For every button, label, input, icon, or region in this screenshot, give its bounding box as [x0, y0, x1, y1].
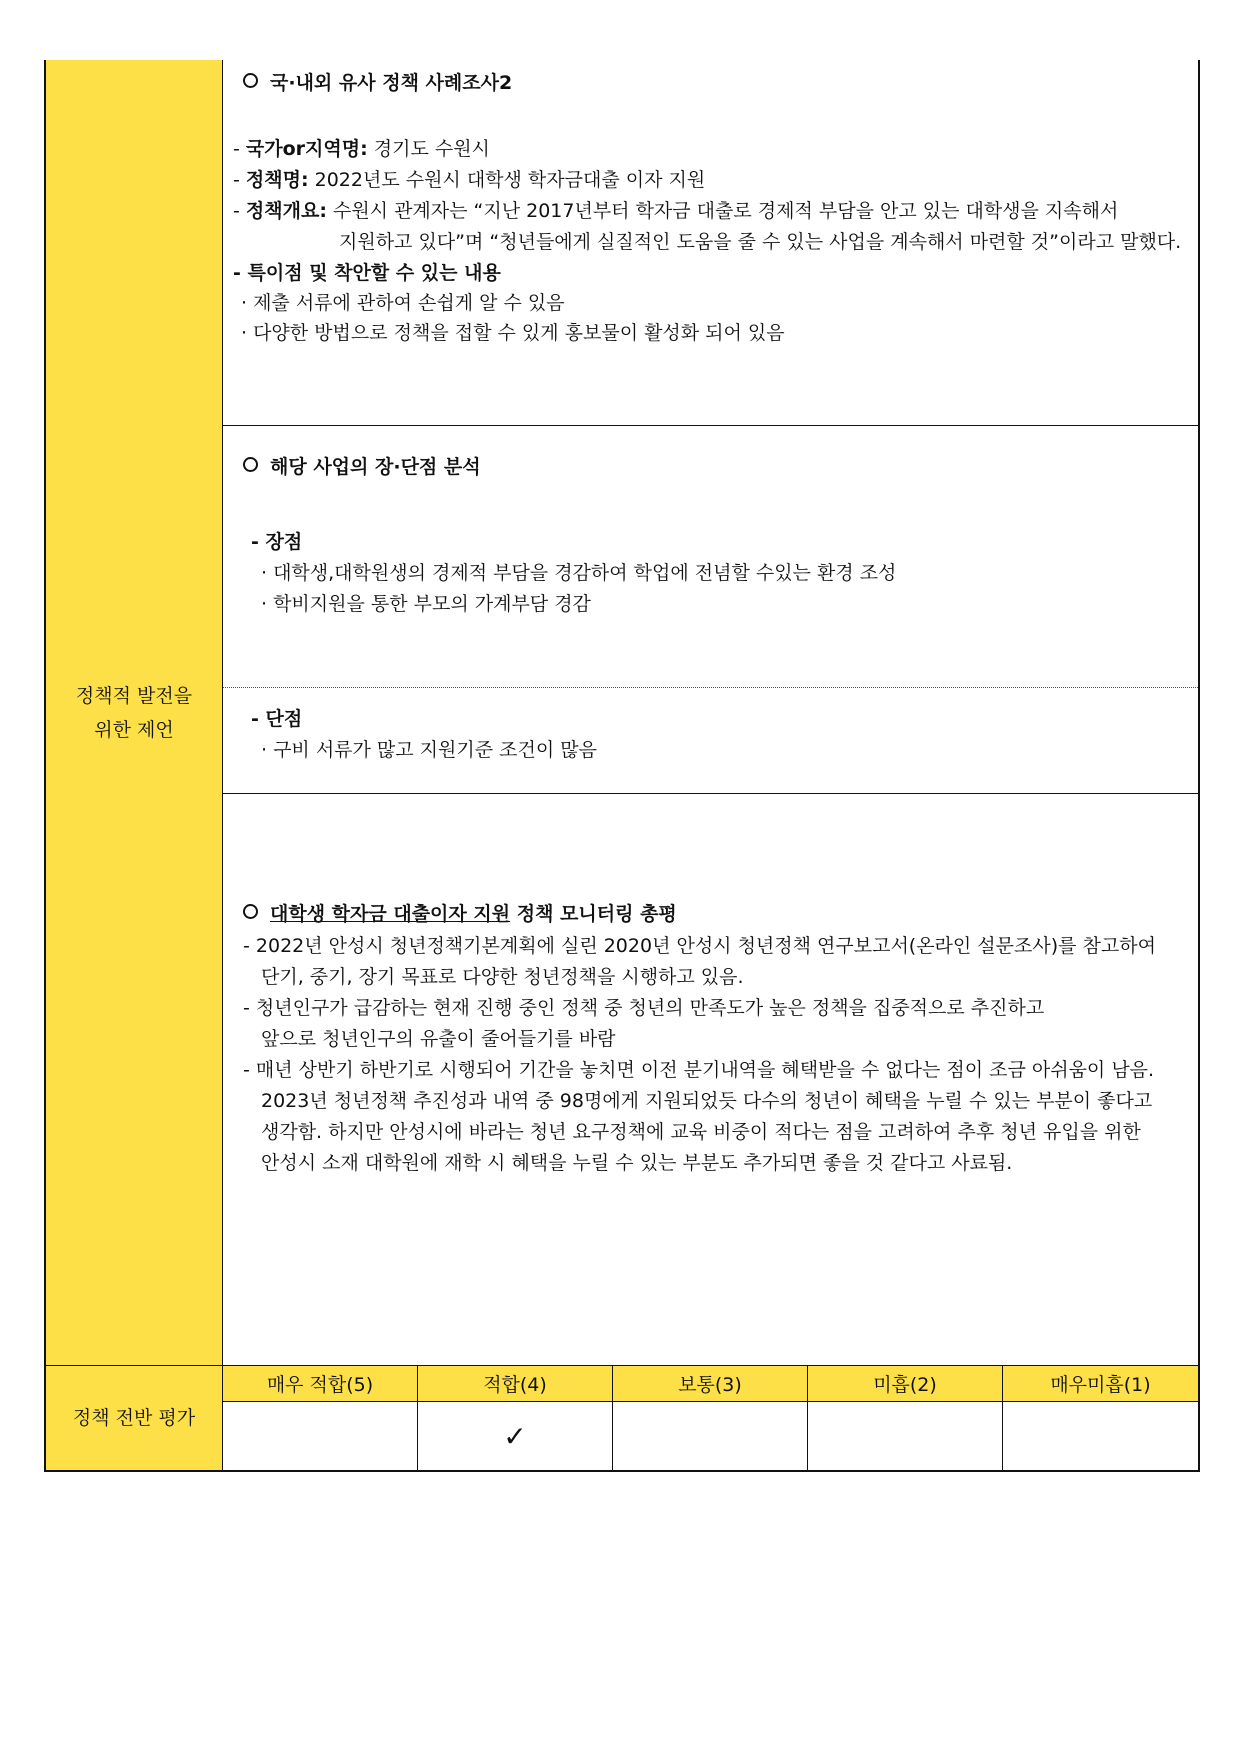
review-line-1: - 2022년 안성시 청년정책기본계획에 실린 2020년 안성시 청년정책 연구보고서(온라인 설문조사)를 참고하여 [243, 935, 1156, 957]
review-line-3: - 청년인구가 급감하는 현재 진행 중인 정책 중 청년의 만족도가 높은 정책을 집중적으로 추진하고 [243, 997, 1045, 1019]
proposal-label-cell [46, 60, 223, 1366]
evaluation-label: 정책 전반 평가 [72, 1407, 196, 1429]
review-heading: 대학생 학자금 대출이자 지원 정책 모니터링 총평 [243, 902, 677, 926]
review-line-5: - 매년 상반기 하반기로 시행되어 기간을 놓치면 이전 분기내역을 혜택받을 수 없다는 점이 조금 아쉬움이 남음. [243, 1059, 1155, 1081]
case-study-section [223, 60, 1198, 426]
overview-line2: 지원하고 있다”며 “청년들에게 실질적인 도움을 줄 수 있는 사업을 계속해서 마련할 것”이라고 말했다. [339, 231, 1182, 253]
analysis-heading: 해당 사업의 장·단점 분석 [243, 455, 481, 479]
eval-header-good: 적합(4) [418, 1366, 613, 1402]
case-study-heading: 국·내외 유사 정책 사례조사2 [243, 71, 512, 95]
cons-section [223, 688, 1198, 794]
evaluation-label-cell [46, 1366, 223, 1470]
review-line-7: 생각함. 하지만 안성시에 바라는 청년 요구정책에 교육 비중이 적다는 점을 고려하여 추후 청년 유입을 위한 [261, 1121, 1141, 1143]
country-row: - 국가or지역명: 경기도 수원시 [233, 138, 490, 160]
review-line-8: 안성시 소재 대학원에 재학 시 혜택을 누릴 수 있는 부분도 추가되면 좋을 것 같다고 사료됨. [261, 1152, 1013, 1174]
review-line-2: 단기, 중기, 장기 목표로 다양한 청년정책을 시행하고 있음. [261, 966, 744, 988]
review-line-6: 2023년 청년정책 추진성과 내역 중 98명에게 지원되었듯 다수의 청년이 혜택을 누릴 수 있는 부분이 좋다고 [261, 1090, 1153, 1112]
eval-cell-very-good [223, 1402, 418, 1470]
eval-header-normal: 보통(3) [613, 1366, 808, 1402]
checkmark-icon: ✓ [418, 1402, 613, 1470]
features-row: - 특이점 및 착안할 수 있는 내용 [233, 262, 501, 284]
evaluation-table [223, 1366, 1198, 1470]
proposal-label-line1: 정책적 발전을 [75, 684, 193, 707]
monitoring-review-section [223, 794, 1198, 1366]
proposal-label-line2: 위한 제언 [94, 718, 174, 741]
eval-header-very-poor: 매우미흡(1) [1003, 1366, 1198, 1402]
pro-item-1: · 대학생,대학원생의 경제적 부담을 경감하여 학업에 전념할 수있는 환경 조성 [261, 562, 897, 584]
circle-bullet-icon [243, 904, 258, 919]
eval-cell-very-poor [1003, 1402, 1198, 1470]
feature-item-2: · 다양한 방법으로 정책을 접할 수 있게 홍보물이 활성화 되어 있음 [241, 322, 785, 344]
policy-name-row: - 정책명: 2022년도 수원시 대학생 학자금대출 이자 지원 [233, 169, 706, 191]
circle-bullet-icon [243, 73, 258, 88]
pros-label: - 장점 [251, 531, 303, 553]
pros-section [223, 426, 1198, 688]
feature-item-1: · 제출 서류에 관하여 손쉽게 알 수 있음 [241, 292, 565, 314]
overview-row: - 정책개요: 수원시 관계자는 “지난 2017년부터 학자금 대출로 경제적 부담을 안고 있는 대학생을 지속해서 [233, 200, 1119, 222]
pro-item-2: · 학비지원을 통한 부모의 가계부담 경감 [261, 593, 591, 615]
con-item-1: · 구비 서류가 많고 지원기준 조건이 많음 [261, 739, 597, 761]
policy-document-table [44, 60, 1200, 1472]
cons-label: - 단점 [251, 708, 303, 730]
circle-bullet-icon [243, 457, 258, 472]
eval-header-poor: 미흡(2) [808, 1366, 1003, 1402]
review-line-4: 앞으로 청년인구의 유출이 줄어들기를 바람 [261, 1028, 616, 1050]
eval-cell-poor [808, 1402, 1003, 1470]
eval-cell-normal [613, 1402, 808, 1470]
eval-header-very-good: 매우 적합(5) [223, 1366, 418, 1402]
